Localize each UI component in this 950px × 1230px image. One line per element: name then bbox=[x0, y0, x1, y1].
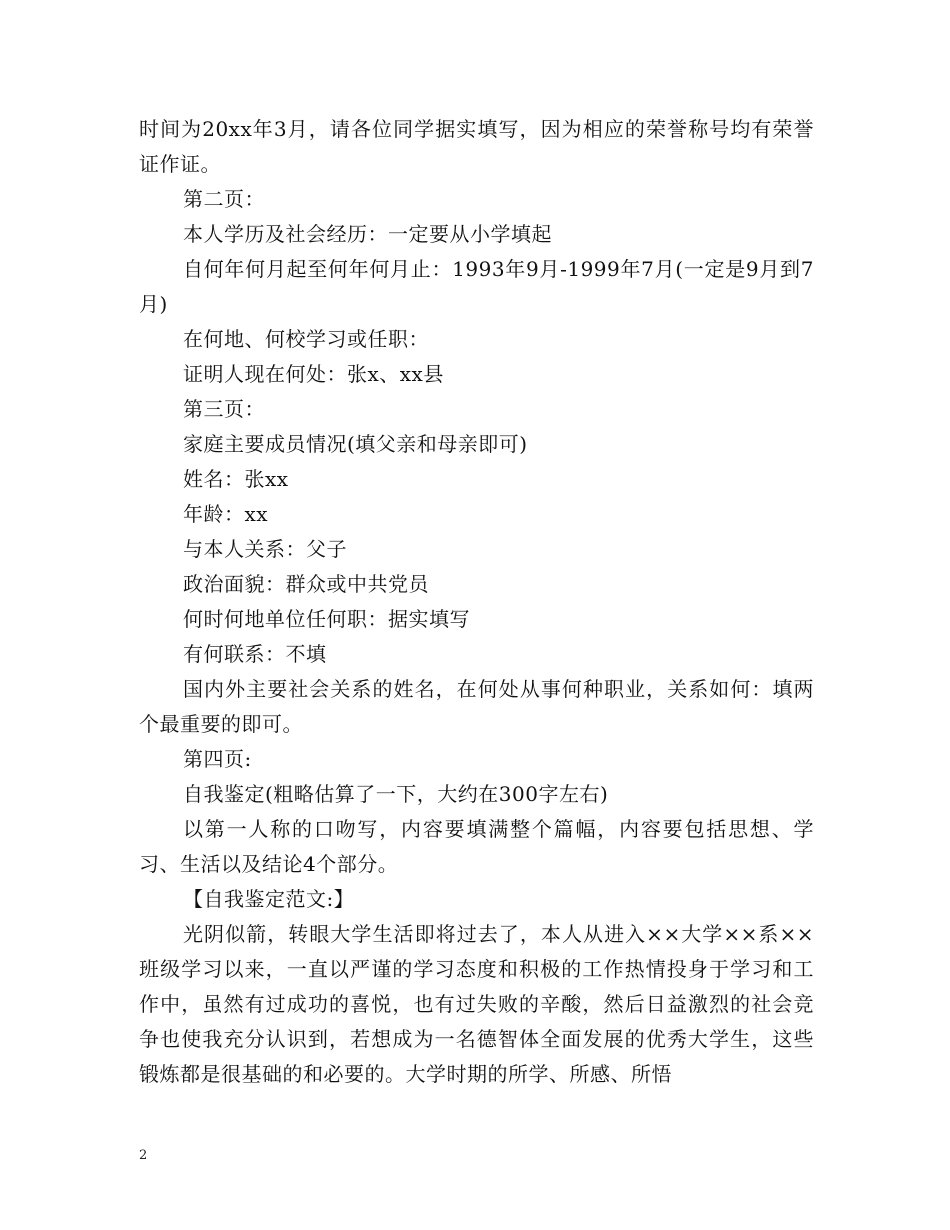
paragraph-19: 【自我鉴定范文:】 bbox=[183, 887, 355, 911]
paragraph-1: 时间为20xx年3月，请各位同学据实填写，因为相应的荣誉称号均有荣誉证作证。 bbox=[139, 117, 814, 176]
paragraph-12: 政治面貌：群众或中共党员 bbox=[183, 572, 429, 596]
paragraph-10: 年龄：xx bbox=[183, 502, 269, 526]
paragraph-4: 自何年何月起至何年何月止：1993年9月-1999年7月(一定是9月到7月) bbox=[139, 257, 814, 316]
paragraph-7: 第三页： bbox=[183, 397, 265, 421]
paragraph-2: 第二页： bbox=[183, 187, 265, 211]
paragraph-18: 以第一人称的口吻写，内容要填满整个篇幅，内容要包括思想、学习、生活以及结论4个部分。 bbox=[139, 817, 814, 876]
paragraph-16: 第四页: bbox=[183, 747, 252, 771]
paragraph-13: 何时何地单位任何职：据实填写 bbox=[183, 607, 470, 631]
paragraph-11: 与本人关系：父子 bbox=[183, 537, 347, 561]
paragraph-5: 在何地、何校学习或任职： bbox=[183, 327, 429, 351]
paragraph-15: 国内外主要社会关系的姓名，在何处从事何种职业，关系如何：填两个最重要的即可。 bbox=[139, 677, 814, 736]
page-number: 2 bbox=[139, 1148, 148, 1163]
paragraph-9: 姓名：张xx bbox=[183, 467, 289, 491]
paragraph-3: 本人学历及社会经历：一定要从小学填起 bbox=[183, 222, 552, 246]
paragraph-8: 家庭主要成员情况(填父亲和母亲即可) bbox=[183, 432, 528, 456]
document-body bbox=[139, 112, 814, 1092]
paragraph-6: 证明人现在何处：张x、xx县 bbox=[183, 362, 444, 386]
paragraph-17: 自我鉴定(粗略估算了一下，大约在300字左右) bbox=[183, 782, 609, 806]
paragraph-14: 有何联系：不填 bbox=[183, 642, 327, 666]
paragraph-20: 光阴似箭，转眼大学生活即将过去了，本人从进入××大学××系××班级学习以来，一直以严谨的学习态度和积极的工作热情投身于学习和工作中，虽然有过成功的喜悦，也有过失败的辛酸，然后日益激烈的社会竞争也使我充分认识到，若想成为一名德智体全面发展的优秀大学生，这些锻炼都是很基础的和必要的。大学时期的所学、所感、所悟 bbox=[139, 922, 814, 1086]
